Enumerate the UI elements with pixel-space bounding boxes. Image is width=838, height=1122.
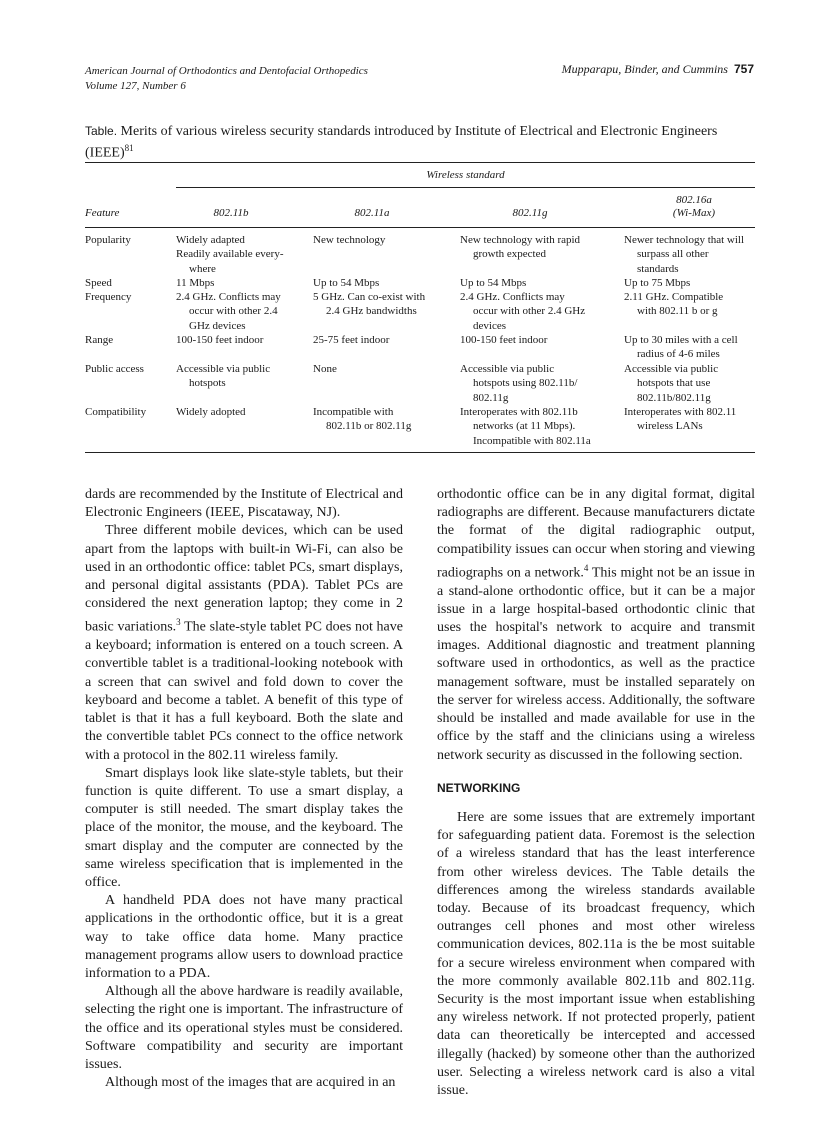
table-cell [624,290,759,319]
journal-title: American Journal of Orthodontics and Dentofacial Orthopedics [85,65,368,77]
paragraph-text: orthodontic office can be in any digital format, digital radiographs are different. Because manufacturers dictate the format of the digital radiographic output, compatibility issues can occur when storing and viewing radiographs on a network. [437,487,755,581]
cell-line: Incompatible with 802.11a [473,434,591,447]
cell-line: growth expected [473,248,546,261]
cell-line: Widely adapted [176,234,245,246]
table-cell [460,233,615,262]
paragraph-text: Three different mobile devices, which can be used apart from the laptops with built-in Wi-Fi, can also be used in an orthodontic office: tablet PCs, smart displays, and personal digital assistants (PDA). Tablet PCs are considered the next generation laptop; they come in 2 basic variations. [85,523,403,636]
cell-line: with 802.11 b or g [637,305,718,318]
table-cell [313,233,448,247]
cell-line: Accessible via public [624,363,719,375]
cell-line: Up to 30 miles with a cell [624,334,738,346]
table-cell-feature: Compatibility [85,406,147,418]
journal-volume: Volume 127, Number 6 [85,80,186,92]
table-header-80211a: 802.11a [354,207,390,219]
table-cell: Up to 54 Mbps [313,277,380,289]
table-header-80216a [624,194,764,220]
table-group-rule [176,187,755,188]
cell-line: Accessible via public [176,363,271,375]
paragraph [85,522,403,764]
cell-line: Newer technology that will [624,234,745,246]
cell-line: 802.11b/802.11g [637,391,711,404]
table-cell-feature: Popularity [85,234,131,246]
table-cell-feature: Speed [85,277,112,289]
table-caption-ref: 81 [124,143,134,153]
table-bottom-rule [85,452,755,453]
citation: 4 [583,562,589,573]
page-number: 757 [733,62,754,76]
table-cell-feature: Frequency [85,291,132,303]
cell-line: Interoperates with 802.11b [460,406,578,418]
table-cell [460,290,615,333]
cell-line: Incompatible with [313,406,394,418]
table-cell [460,405,620,448]
running-header-right [562,62,754,77]
table-cell [624,362,759,405]
table-cell-feature: Range [85,334,114,346]
header-authors: Mupparapu, Binder, and Cummins [561,62,728,76]
table-cell [624,333,759,362]
table-header-feature: Feature [85,207,120,219]
table-caption-text: Merits of various wireless security standards introduced by Institute of Electrical and Electronic Engineers (IEEE) [85,124,718,161]
table-group-header: Wireless standard [426,169,505,181]
table-cell: 11 Mbps [176,277,215,289]
cell-line: where [189,262,216,275]
cell-line: Interoperates with 802.11 [624,406,737,418]
table-cell [313,290,453,319]
table-cell [176,233,301,276]
section-heading: NETWORKING [437,780,521,795]
paragraph: Here are some issues that are extremely important for safeguarding patient data. Foremost is the selection of a wireless standard that has the least interference from other wireless devices. The Table details the differences among the wireless standards available today. Because of its broadcast frequency, which outranges cell phones and most other wireless communication devices, 802.11a is the be most suitable for a secure wireless environment when compared with the more commonly available 802.11b and 802.11g. Security is the most important issue when establishing any wireless network. If not protected properly, patient data can theoretically be intercepted and accessed illegally (hacked) by someone other than the authorized user. Selecting a wireless network card is also a vital issue. [437,809,755,1098]
table-cell [624,405,759,434]
cell-line: wireless LANs [637,420,703,433]
cell-line: occur with other 2.4 [189,305,278,318]
cell-line: 2.4 GHz. Conflicts may [176,291,281,303]
citation: 3 [176,617,181,628]
table-cell [176,362,301,391]
cell-line: occur with other 2.4 GHz [473,305,586,318]
cell-line: 802.11g [473,391,509,404]
paragraph-text: The slate-style tablet PC does not have a keyboard; information is entered on a touch screen. A convertible tablet is a traditional-looking notebook with a screen that can swivel and fold down to cover the keyboard and become a tablet. A benefit of this type of tablet is that it has a full keyboard. Both the slate and the convertible tablet PCs connect to the office network with a protocol in the 802.11 wireless family. [85,620,403,763]
table-cell-feature: Public access [85,363,144,375]
table-header-80216a-alias: (Wi-Max) [672,207,716,219]
table-label: Table. [85,124,118,138]
cell-line: standards [637,262,679,275]
table-cell: 100-150 feet indoor [460,334,548,346]
cell-line: New technology [313,234,386,246]
table-cell: Widely adopted [176,406,246,418]
cell-line: New technology with rapid [460,234,581,246]
table-header-rule [85,227,755,228]
table-cell: Up to 54 Mbps [460,277,527,289]
paragraph [437,486,755,765]
cell-line: networks (at 11 Mbps). [473,420,576,433]
cell-line: 2.4 GHz bandwidths [326,305,417,318]
paragraph: Smart displays look like slate-style tablets, but their function is quite different. To use a smart display, a computer is still needed. The smart display takes the place of the monitor, the mouse, and the keyboard. The smart display and the computer are connected by the same wireless specification that is implemented in the office. [85,765,403,890]
paragraph: dards are recommended by the Institute of Electrical and Electronic Engineers (IEEE, Piscataway, NJ). [85,487,403,521]
table-cell [624,233,759,276]
table-caption [85,123,745,162]
cell-line: 5 GHz. Can co-exist with [313,291,426,303]
cell-line: radius of 4-6 miles [637,348,720,361]
table-cell: None [313,363,337,375]
running-header-left [85,64,368,94]
table-cell: Up to 75 Mbps [624,277,691,289]
cell-line: 2.4 GHz. Conflicts may [460,291,565,303]
cell-line: hotspots using 802.11b/ [473,377,578,390]
body-column-left [85,486,403,1092]
cell-line: surpass all other [637,248,709,261]
cell-line: hotspots that use [637,377,711,390]
cell-line: 2.11 GHz. Compatible [624,291,724,303]
table-header-80211b: 802.11b [213,207,249,219]
table-cell [176,290,301,333]
table-cell: 25-75 feet indoor [313,334,390,346]
paragraph: Although most of the images that are acquired in an [105,1075,396,1091]
table-header-80211g: 802.11g [512,207,548,219]
cell-line: GHz devices [189,319,246,332]
cell-line: Readily available every- [176,248,284,261]
paragraph: Although all the above hardware is readily available, selecting the right one is important. The infrastructure of the office and its operational styles must be considered. Software compatibility and security are important issues. [85,984,403,1072]
table-cell [313,405,453,434]
table-cell: 100-150 feet indoor [176,334,264,346]
paragraph-text: This might not be an issue in a stand-alone orthodontic office, but it can be a major issue in a large hospital-based orthodontic clinic that uses the hospital's network to acquire and transmit images. Additional diagnostic and treatment planning software used in orthodontics, as well as the practice management software, must be installed separately on the server for wireless access. Additionally, the software should be installed and made available for use in the office by the staff and the clinicians using a wireless network security as discussed in the following section. [437,565,755,763]
cell-line: 802.11b or 802.11g [326,420,412,433]
cell-line: hotspots [189,377,226,390]
table-top-rule [85,162,755,163]
table-cell [460,362,615,405]
body-column-right [437,486,755,1100]
cell-line: devices [473,319,506,332]
paragraph: A handheld PDA does not have many practical applications in the orthodontic office, but it is a great way to take office data home. Many practice management programs allow users to download practice information to a PDA. [85,893,403,981]
table-header-80216a-name: 802.16a [676,194,712,206]
cell-line: Accessible via public [460,363,555,375]
